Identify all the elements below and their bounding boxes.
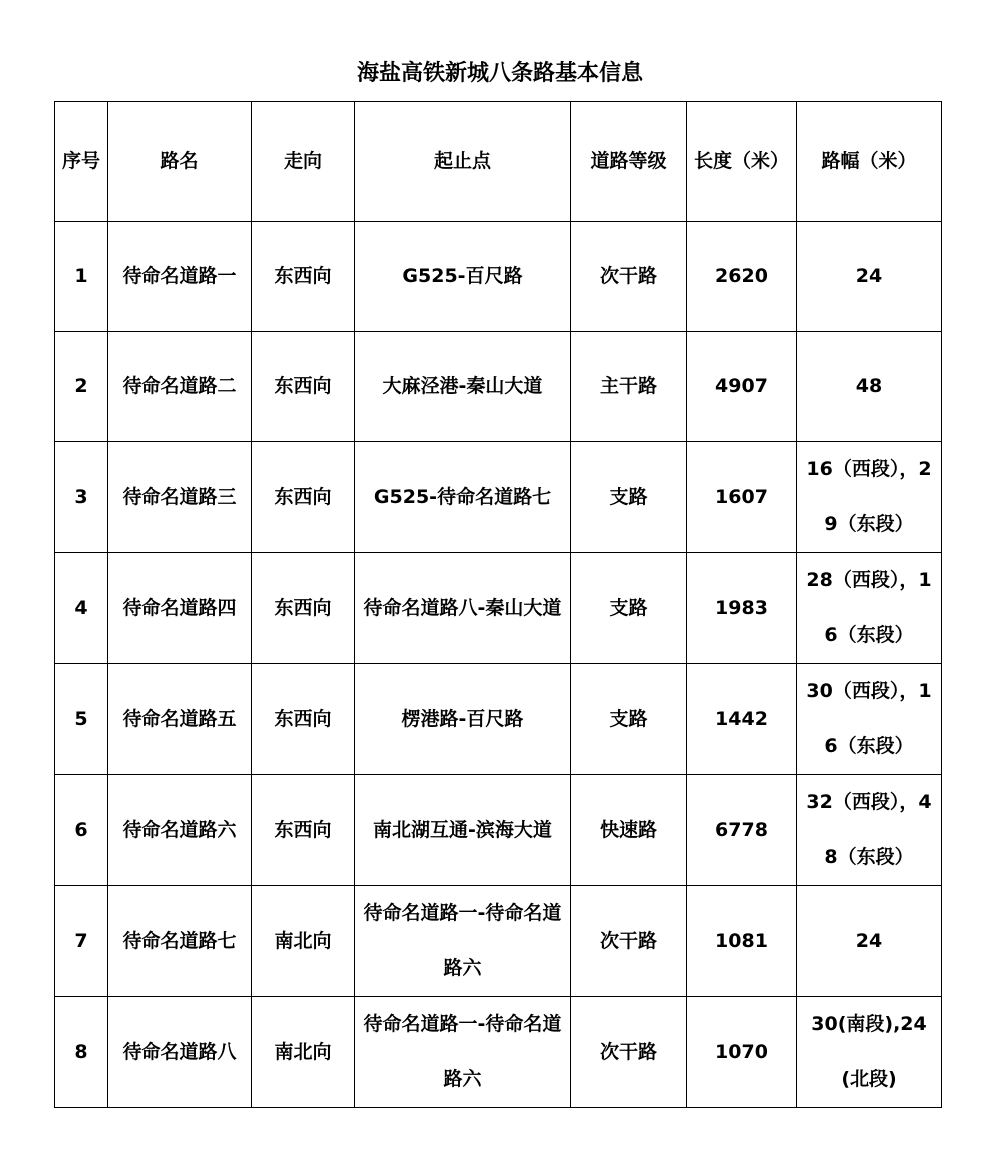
cell-width: 16（西段），29（东段） [797,442,942,553]
header-name: 路名 [108,102,252,222]
cell-name: 待命名道路六 [108,775,252,886]
table-row [55,664,942,775]
road-info-table [54,101,942,1108]
cell-length: 1070 [687,997,797,1108]
cell-span: 待命名道路一-待命名道路六 [355,886,571,997]
cell-name: 待命名道路一 [108,222,252,332]
cell-length: 4907 [687,332,797,442]
cell-direction: 东西向 [252,332,355,442]
cell-grade: 支路 [571,553,687,664]
cell-direction: 东西向 [252,775,355,886]
cell-grade: 支路 [571,442,687,553]
cell-span: G525-待命名道路七 [355,442,571,553]
cell-name: 待命名道路二 [108,332,252,442]
cell-index: 8 [55,997,108,1108]
table-row [55,886,942,997]
cell-width: 48 [797,332,942,442]
header-index: 序号 [55,102,108,222]
header-grade: 道路等级 [571,102,687,222]
cell-length: 1607 [687,442,797,553]
cell-direction: 东西向 [252,553,355,664]
cell-grade: 次干路 [571,997,687,1108]
cell-length: 6778 [687,775,797,886]
cell-grade: 支路 [571,664,687,775]
cell-grade: 快速路 [571,775,687,886]
cell-name: 待命名道路三 [108,442,252,553]
cell-direction: 南北向 [252,886,355,997]
header-span: 起止点 [355,102,571,222]
cell-index: 6 [55,775,108,886]
header-width: 路幅（米） [797,102,942,222]
cell-width: 24 [797,222,942,332]
cell-length: 1081 [687,886,797,997]
cell-length: 2620 [687,222,797,332]
header-direction: 走向 [252,102,355,222]
cell-span: 待命名道路八-秦山大道 [355,553,571,664]
cell-direction: 东西向 [252,222,355,332]
cell-name: 待命名道路八 [108,997,252,1108]
cell-width: 24 [797,886,942,997]
table-header-row [55,102,942,222]
cell-span: 待命名道路一-待命名道路六 [355,997,571,1108]
cell-span: 楞港路-百尺路 [355,664,571,775]
cell-index: 1 [55,222,108,332]
document-title: 海盐高铁新城八条路基本信息 [356,61,643,86]
cell-width: 28（西段），16（东段） [797,553,942,664]
cell-direction: 东西向 [252,442,355,553]
cell-length: 1983 [687,553,797,664]
cell-grade: 次干路 [571,222,687,332]
cell-width: 30（西段），16（东段） [797,664,942,775]
table-row [55,997,942,1108]
cell-grade: 主干路 [571,332,687,442]
cell-length: 1442 [687,664,797,775]
cell-span: 大麻泾港-秦山大道 [355,332,571,442]
cell-name: 待命名道路五 [108,664,252,775]
cell-direction: 东西向 [252,664,355,775]
cell-index: 4 [55,553,108,664]
table-row [55,332,942,442]
table-row [55,222,942,332]
cell-name: 待命名道路四 [108,553,252,664]
table-row [55,442,942,553]
cell-width: 30(南段),24(北段) [797,997,942,1108]
cell-index: 5 [55,664,108,775]
cell-index: 2 [55,332,108,442]
cell-span: 南北湖互通-滨海大道 [355,775,571,886]
table-row [55,775,942,886]
table-row [55,553,942,664]
cell-span: G525-百尺路 [355,222,571,332]
cell-index: 3 [55,442,108,553]
cell-name: 待命名道路七 [108,886,252,997]
header-length: 长度（米） [687,102,797,222]
cell-width: 32（西段），48（东段） [797,775,942,886]
cell-direction: 南北向 [252,997,355,1108]
cell-index: 7 [55,886,108,997]
cell-grade: 次干路 [571,886,687,997]
